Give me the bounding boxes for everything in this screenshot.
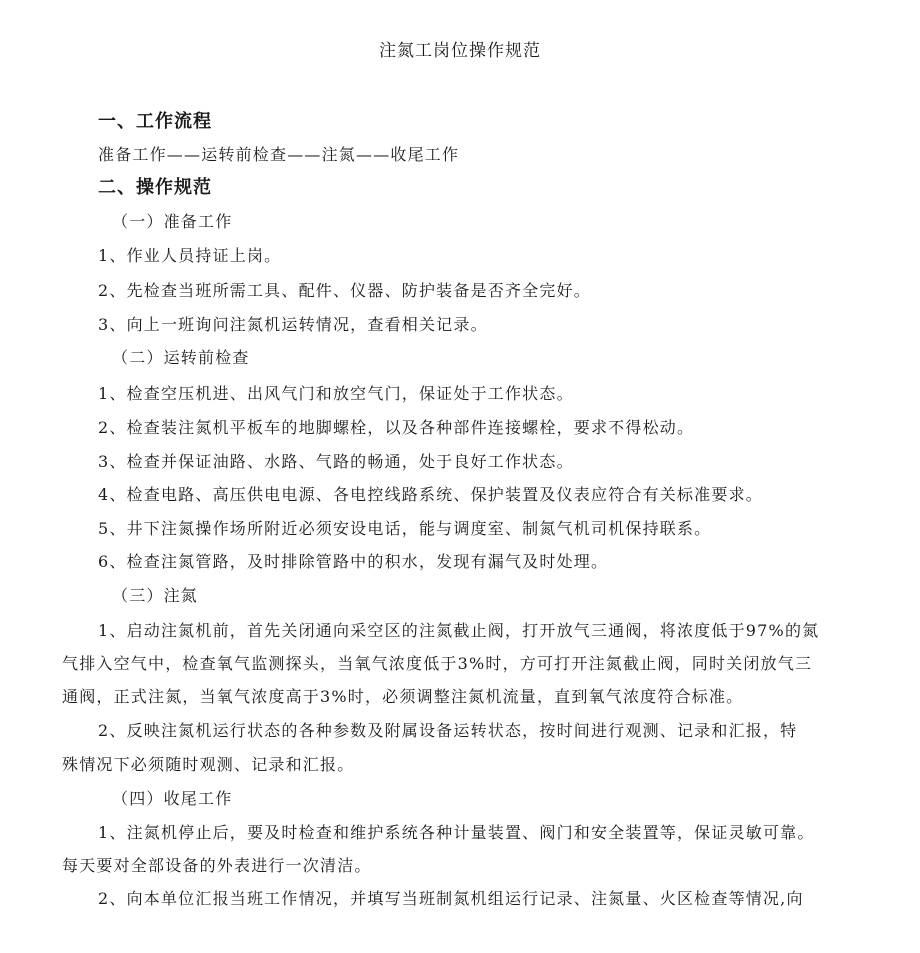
prep-item-3: 3、向上一班询问注氮机运转情况，查看相关记录。 (98, 315, 488, 334)
injection-p1-line3: 通阀，正式注氮，当氧气浓度高于3%时，必须调整注氮机流量，直到氧气浓度符合标准。 (62, 687, 744, 706)
closing-p1-line2: 每天要对全部设备的外表进行一次清洁。 (62, 856, 372, 875)
page-title: 注氮工岗位操作规范 (379, 41, 541, 61)
section-heading-workflow: 一、工作流程 (98, 111, 212, 132)
precheck-item-3: 3、检查并保证油路、水路、气路的畅通，处于良好工作状态。 (98, 452, 574, 471)
precheck-item-4: 4、检查电路、高压供电电源、各电控线路系统、保护装置及仪表应符合有关标准要求。 (98, 485, 763, 504)
precheck-item-1: 1、检查空压机进、出风气门和放空气门，保证处于工作状态。 (98, 384, 574, 403)
section-heading-operation: 二、操作规范 (98, 177, 212, 198)
subheading-injection: （三）注氮 (112, 586, 199, 605)
subheading-prep: （一）准备工作 (112, 212, 233, 231)
injection-p2-line2: 殊情况下必须随时观测、记录和汇报。 (62, 755, 355, 774)
precheck-item-5: 5、井下注氮操作场所附近必须安设电话，能与调度室、制氮气机司机保持联系。 (98, 519, 712, 538)
closing-p1-line1: 1、注氮机停止后，要及时检查和维护系统各种计量装置、阀门和安全装置等，保证灵敏可靠。 (98, 823, 815, 842)
subheading-closing: （四）收尾工作 (112, 789, 233, 808)
prep-item-2: 2、先检查当班所需工具、配件、仪器、防护装备是否齐全完好。 (98, 281, 591, 300)
injection-p1-line2: 气排入空气中，检查氧气监测探头，当氧气浓度低于3%时，方可打开注氮截止阀，同时关闭放气三 (62, 654, 813, 673)
injection-p2-line1: 2、反映注氮机运行状态的各种参数及附属设备运转状态，按时间进行观测、记录和汇报，特 (98, 721, 798, 740)
injection-p1-line1: 1、启动注氮机前，首先关闭通向采空区的注氮截止阀，打开放气三通阀，将浓度低于97%的氮 (98, 621, 820, 640)
workflow-steps: 准备工作——运转前检查——注氮——收尾工作 (98, 145, 460, 164)
closing-p2-line1: 2、向本单位汇报当班工作情况，并填写当班制氮机组运行记录、注氮量、火区检查等情况,向 (98, 889, 804, 908)
precheck-item-2: 2、检查装注氮机平板车的地脚螺栓，以及各种部件连接螺栓，要求不得松动。 (98, 418, 695, 437)
precheck-item-6: 6、检查注氮管路，及时排除管路中的积水，发现有漏气及时处理。 (98, 552, 609, 571)
prep-item-1: 1、作业人员持证上岗。 (98, 246, 282, 265)
subheading-precheck: （二）运转前检查 (112, 348, 250, 367)
